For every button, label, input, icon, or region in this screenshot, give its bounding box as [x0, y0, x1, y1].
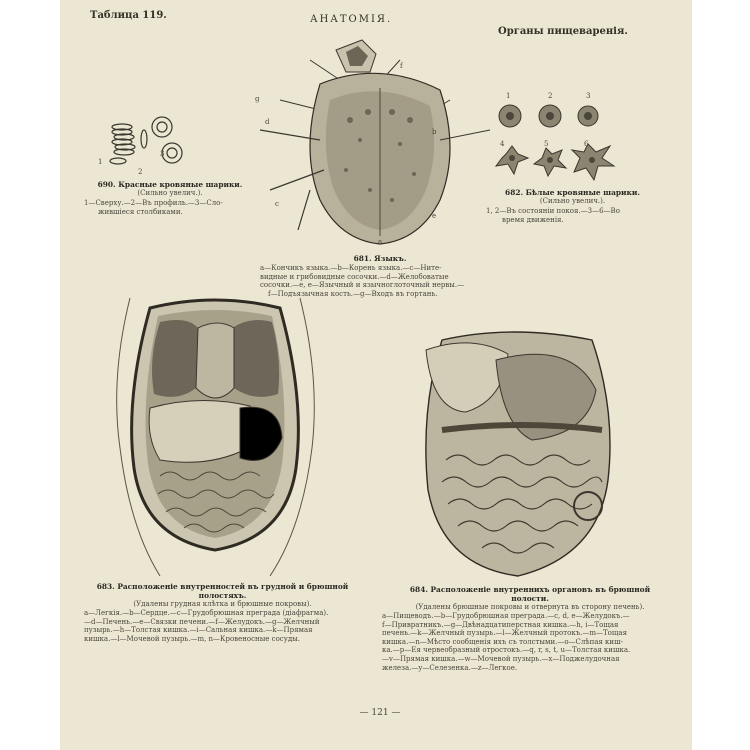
fig681-label-a: a: [378, 238, 383, 246]
fig681-title: 681. Языкъ.: [353, 254, 407, 263]
fig681-description: [260, 264, 500, 298]
fig684-desc-line: ка.—p—Ея червеобразный отростокъ.—q, r, s, t, u—Толстая кишка.: [382, 646, 631, 655]
fig683-title-line: полостяхъ.: [198, 591, 247, 600]
fig690-description: [84, 199, 274, 216]
fig681-desc-line: f—Подъязычная кость.—g—Входъ въ гортань.: [268, 289, 438, 298]
white-blood-cells-illustration: [488, 96, 648, 196]
fig690-note: (Сильно увелич.).: [137, 189, 203, 197]
fig681-label-f: f: [400, 62, 403, 70]
fig681-desc-line: a—Кончикъ языка.—b—Корень языка.—c—Нитe-: [260, 264, 442, 272]
fig682-desc-line: время движенія.: [502, 215, 564, 224]
section-title: АНАТОМІЯ.: [310, 14, 393, 25]
fig682-num-1: 1: [506, 92, 511, 100]
fig684-desc-line: печень.—k—Желчный пузырь.—l—Желчный протокъ.—m—Тощая: [382, 629, 627, 638]
fig682-num-6: 6: [584, 140, 589, 148]
fig690-num-2: 2: [138, 168, 143, 176]
book-page: [60, 0, 692, 750]
fig682-description: [486, 207, 671, 224]
fig684-desc-line: железа.—y—Селезенка.—z—Легкое.: [382, 663, 518, 672]
fig684-desc-line: кишка.—n—Мѣсто сообщенія ихъ съ толстыми.—o—Слѣпая киш-: [382, 637, 623, 646]
fig682-caption: [480, 188, 665, 206]
fig681-label-b: b: [432, 128, 437, 136]
chapter-title: Органы пищеваренія.: [498, 26, 628, 37]
fig684-title-line: 684. Расположеніе внутреннихъ органовъ въ брюшной: [409, 585, 651, 594]
fig684-desc-line: —v—Прямая кишка.—w—Мочевой пузырь.—x—Поджелудочная: [382, 654, 620, 663]
page-number: — 121 —: [359, 708, 401, 718]
fig683-desc-line: —d—Печень.—e—Связки печени.—f—Желудокъ.—g—Желчный: [84, 617, 320, 626]
fig684-title-line: полости.: [511, 594, 549, 603]
fig682-title: 682. Бѣлые кровяные шарики.: [505, 188, 640, 197]
fig682-num-3: 3: [586, 92, 591, 100]
fig683-desc-line: пузырь.—h—Толстая кишка.—i—Сальная кишка.—k—Прямая: [84, 626, 313, 635]
fig682-num-5: 5: [544, 140, 549, 148]
fig690-caption: [80, 180, 260, 198]
fig681-label-d: d: [265, 118, 270, 126]
fig681-label-g: g: [255, 95, 260, 103]
fig684-desc-line: f—Привратникъ.—g—Двѣнадцатиперстная кишка.—h, i—Тощая: [382, 620, 619, 629]
red-blood-cells-illustration: [100, 105, 200, 175]
abdominal-organs-illustration: [412, 330, 622, 580]
fig681-desc-line: видные и грибовидные сосочки.—d—Желобоватые: [260, 272, 449, 281]
fig684-desc-line: a—Пищеводъ.—b—Грудобрюшная преграда.—c, d, e—Желудокъ.—: [382, 612, 630, 620]
fig683-desc-line: a—Легкія.—b—Сердце.—c—Грудобрюшная преграда (діафрагма).: [84, 609, 329, 617]
fig681-label-e: e: [432, 212, 437, 220]
fig682-num-2: 2: [548, 92, 553, 100]
fig683-note: (Удалены грудная клѣтка и брюшные покровы).: [133, 600, 312, 608]
fig683-caption: [80, 582, 365, 609]
fig690-title: 690. Красные кровяные шарики.: [97, 180, 243, 189]
fig683-title-line: 683. Расположеніе внутренностей въ грудной и брюшной: [96, 582, 349, 591]
fig681-label-c: c: [275, 200, 279, 208]
plate-number: Таблица 119.: [90, 10, 167, 21]
fig681-desc-line: сосочки.—e, e—Язычный и язычноглоточный нервы.—: [260, 281, 465, 290]
thoracic-abdominal-illustration: [100, 298, 330, 576]
fig684-note: (Удалены брюшные покровы и отвернута въ сторону печень).: [415, 603, 645, 611]
fig684-caption: [380, 585, 680, 612]
fig690-desc-line: 1—Сверху.—2—Въ профиль.—3—Сло-: [84, 199, 223, 207]
fig682-desc-line: 1, 2—Въ состояніи покоя.—3—6—Во: [486, 207, 620, 215]
fig690-desc-line: жившіеся столбиками.: [98, 207, 183, 216]
fig683-description: [84, 609, 369, 643]
fig690-num-1: 1: [98, 158, 103, 166]
fig682-note: (Сильно увелич.).: [539, 197, 606, 205]
fig683-desc-line: кишка.—l—Мочевой пузырь.—m, n—Кровеносные сосуды.: [84, 634, 300, 643]
fig684-description: [382, 612, 682, 672]
tongue-illustration: [250, 40, 510, 250]
fig690-num-3: 3: [160, 150, 165, 158]
fig682-num-4: 4: [500, 140, 505, 148]
